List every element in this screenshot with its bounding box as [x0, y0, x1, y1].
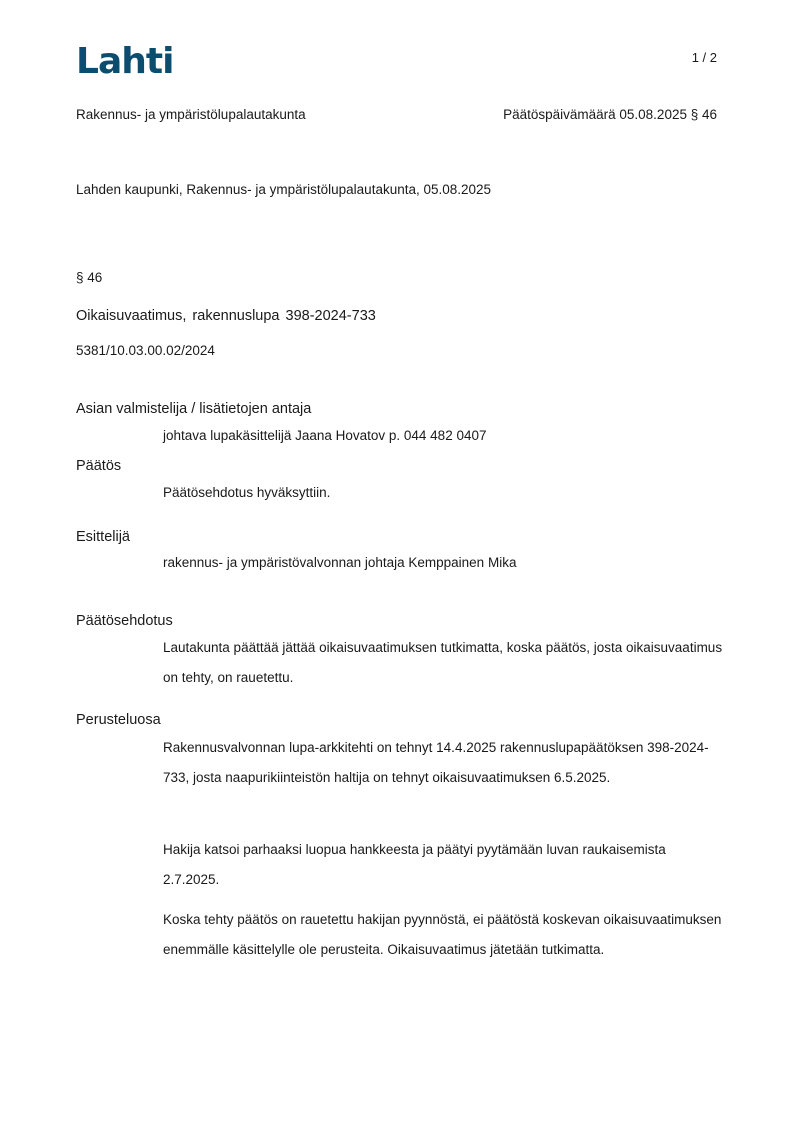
preparer-label: Asian valmistelija / lisätietojen antaja [76, 401, 312, 417]
diary-number: 5381/10.03.00.02/2024 [76, 343, 215, 358]
presenter-text: rakennus- ja ympäristövalvonnan johtaja Kemppainen Mika [163, 555, 517, 570]
committee-name: Rakennus- ja ympäristölupalautakunta [76, 107, 306, 122]
document-title: Oikaisuvaatimus, rakennuslupa 398-2024-733 [76, 308, 376, 324]
decision-date: Päätöspäivämäärä 05.08.2025 § 46 [503, 107, 717, 122]
grounds-label: Perusteluosa [76, 712, 161, 728]
presenter-label: Esittelijä [76, 529, 130, 545]
page-number: 1 / 2 [691, 50, 717, 65]
preparer-text: johtava lupakäsittelijä Jaana Hovatov p. 044 482 0407 [163, 428, 487, 443]
section-number: § 46 [76, 270, 103, 285]
proposal-label: Päätösehdotus [76, 613, 173, 629]
grounds-paragraph: Koska tehty päätös on rauetettu hakijan pyynnöstä, ei päätöstä koskevan oikaisuvaatimuksen enemmälle käsittelylle ole perusteita. Oikaisuvaatimus jätetään tutkimatta. [163, 912, 722, 957]
decision-label: Päätös [76, 458, 122, 474]
grounds-paragraph: Rakennusvalvonnan lupa-arkkitehti on tehnyt 14.4.2025 rakennuslupapäätöksen 398-2024-733, josta naapurikiinteistön haltija on tehnyt oikaisuvaatimuksen 6.5.2025. [163, 740, 709, 785]
meeting-subheader: Lahden kaupunki, Rakennus- ja ympäristölupalautakunta, 05.08.2025 [76, 182, 492, 197]
decision-text: Päätösehdotus hyväksyttiin. [163, 485, 331, 500]
proposal-text: Lautakunta päättää jättää oikaisuvaatimuksen tutkimatta, koska päätös, josta oikaisuvaatimus on tehty, on rauetettu. [163, 640, 723, 685]
city-logo: Lahti [76, 41, 174, 82]
grounds-paragraph: Hakija katsoi parhaaksi luopua hankkeesta ja päätyi pyytämään luvan raukaisemista 2.7.2025. [163, 842, 666, 887]
